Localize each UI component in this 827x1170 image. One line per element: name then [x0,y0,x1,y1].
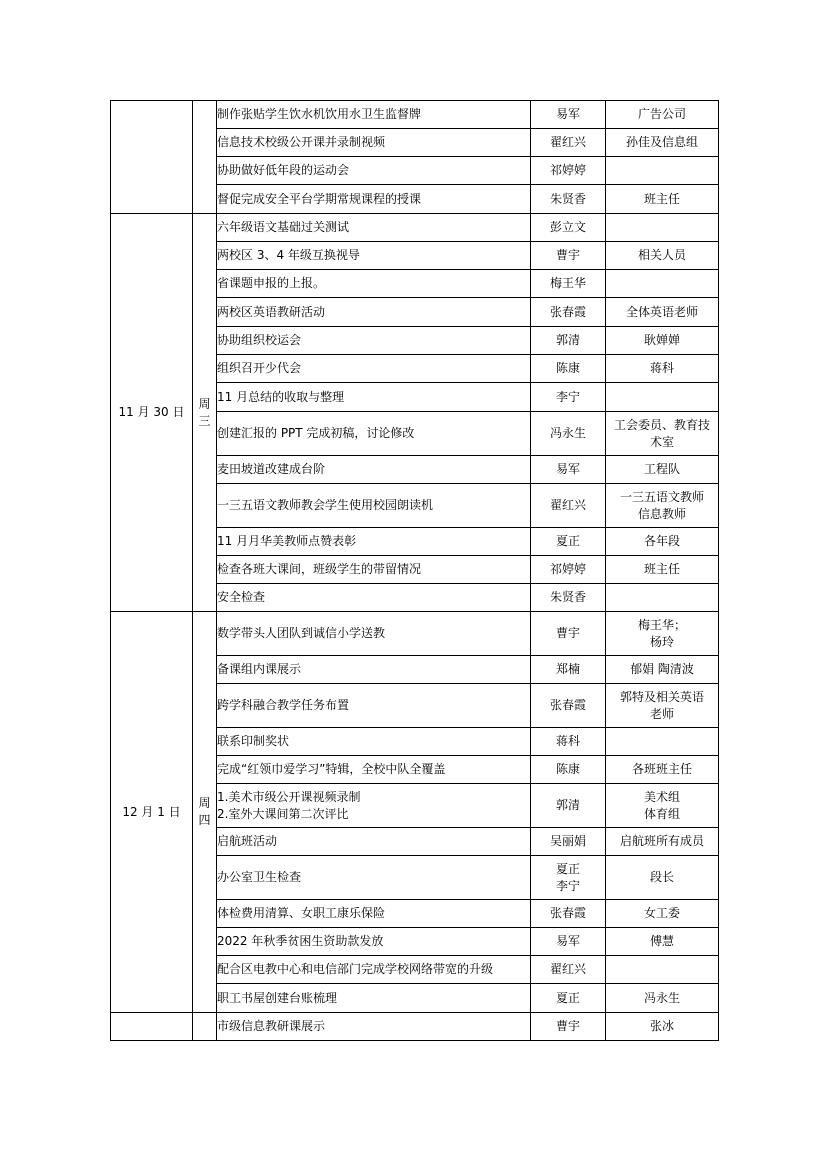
person-cell: 翟红兴 [531,129,606,157]
person-cell: 曹宇 [531,612,606,656]
collaborator-cell: 傅慧 [606,928,719,956]
person-cell: 张春霞 [531,684,606,728]
person-cell: 夏正 [531,984,606,1013]
task-cell: 职工书屋创建台账梳理 [217,984,531,1013]
person-cell: 翟红兴 [531,484,606,528]
person-cell: 蒋科 [531,728,606,756]
task-cell: 信息技术校级公开课并录制视频 [217,129,531,157]
task-cell: 组织召开少代会 [217,355,531,383]
collaborator-cell: 一三五语文教师 信息教师 [606,484,719,528]
collaborator-cell: 班主任 [606,185,719,214]
weekday-cell: 周 四 [193,612,217,1013]
collaborator-cell: 郁娟 陶清波 [606,656,719,684]
task-cell: 六年级语文基础过关测试 [217,214,531,242]
person-cell: 张春霞 [531,900,606,928]
task-cell: 一三五语文教师教会学生使用校园朗读机 [217,484,531,528]
collaborator-cell: 各年段 [606,528,719,556]
collaborator-cell: 张冰 [606,1013,719,1041]
person-cell: 陈康 [531,355,606,383]
collaborator-cell: 耿婵婵 [606,327,719,355]
task-cell: 两校区英语教研活动 [217,298,531,327]
task-cell: 制作张贴学生饮水机饮用水卫生监督牌 [217,101,531,129]
collaborator-cell [606,214,719,242]
collaborator-cell: 冯永生 [606,984,719,1013]
person-cell: 夏正 [531,528,606,556]
person-cell: 易军 [531,101,606,129]
task-cell: 数学带头人团队到诚信小学送教 [217,612,531,656]
task-cell: 检查各班大课间，班级学生的带留情况 [217,556,531,584]
collaborator-cell: 美术组 体育组 [606,784,719,828]
collaborator-cell [606,157,719,185]
task-cell: 配合区电教中心和电信部门完成学校网络带宽的升级 [217,956,531,984]
collaborator-cell: 广告公司 [606,101,719,129]
collaborator-cell: 班主任 [606,556,719,584]
schedule-body [111,101,719,1041]
person-cell: 郭清 [531,327,606,355]
task-cell: 市级信息教研课展示 [217,1013,531,1041]
task-cell: 办公室卫生检查 [217,856,531,900]
task-cell: 备课组内课展示 [217,656,531,684]
task-cell: 完成“红领巾爱学习”特辑，全校中队全覆盖 [217,756,531,784]
person-cell: 易军 [531,928,606,956]
collaborator-cell: 梅王华； 杨玲 [606,612,719,656]
person-cell: 吴丽娟 [531,828,606,856]
weekday-cell [193,101,217,214]
collaborator-cell: 工程队 [606,456,719,484]
collaborator-cell: 各班班主任 [606,756,719,784]
table-row [111,101,719,129]
task-cell: 联系印制奖状 [217,728,531,756]
table-row [111,214,719,242]
table-row [111,612,719,656]
collaborator-cell: 蒋科 [606,355,719,383]
task-cell: 督促完成安全平台学期常规课程的授课 [217,185,531,214]
collaborator-cell: 段长 [606,856,719,900]
task-cell: 2022 年秋季贫困生资助款发放 [217,928,531,956]
task-cell: 创建汇报的 PPT 完成初稿，讨论修改 [217,412,531,456]
task-cell: 省课题申报的上报。 [217,270,531,298]
person-cell: 朱贤香 [531,584,606,612]
person-cell: 张春霞 [531,298,606,327]
person-cell: 郭清 [531,784,606,828]
date-cell: 11 月 30 日 [111,214,193,612]
person-cell: 冯永生 [531,412,606,456]
collaborator-cell [606,270,719,298]
weekday-cell: 周 三 [193,214,217,612]
person-cell: 曹宇 [531,1013,606,1041]
collaborator-cell: 孙佳及信息组 [606,129,719,157]
collaborator-cell: 相关人员 [606,242,719,270]
person-cell: 陈康 [531,756,606,784]
collaborator-cell: 郭特及相关英语 老师 [606,684,719,728]
task-cell: 协助组织校运会 [217,327,531,355]
task-cell: 协助做好低年段的运动会 [217,157,531,185]
person-cell: 夏正 李宁 [531,856,606,900]
date-cell [111,1013,193,1041]
collaborator-cell [606,584,719,612]
collaborator-cell [606,728,719,756]
person-cell: 祁婷婷 [531,157,606,185]
person-cell: 彭立文 [531,214,606,242]
table-row [111,1013,719,1041]
collaborator-cell [606,956,719,984]
person-cell: 易军 [531,456,606,484]
collaborator-cell: 女工委 [606,900,719,928]
collaborator-cell [606,383,719,412]
task-cell: 麦田坡道改建成台阶 [217,456,531,484]
weekday-cell [193,1013,217,1041]
task-cell: 两校区 3、4 年级互换视导 [217,242,531,270]
collaborator-cell: 启航班所有成员 [606,828,719,856]
date-cell: 12 月 1 日 [111,612,193,1013]
task-cell: 安全检查 [217,584,531,612]
schedule-table [110,100,719,1041]
person-cell: 李宁 [531,383,606,412]
person-cell: 郑楠 [531,656,606,684]
task-cell: 跨学科融合教学任务布置 [217,684,531,728]
collaborator-cell: 工会委员、教育技 术室 [606,412,719,456]
task-cell: 体检费用清算、女职工康乐保险 [217,900,531,928]
date-cell [111,101,193,214]
person-cell: 翟红兴 [531,956,606,984]
task-cell: 11 月月华美教师点赞表彰 [217,528,531,556]
person-cell: 梅王华 [531,270,606,298]
task-cell: 1.美术市级公开课视频录制 2.室外大课间第二次评比 [217,784,531,828]
collaborator-cell: 全体英语老师 [606,298,719,327]
person-cell: 朱贤香 [531,185,606,214]
task-cell: 11 月总结的收取与整理 [217,383,531,412]
person-cell: 曹宇 [531,242,606,270]
person-cell: 祁婷婷 [531,556,606,584]
task-cell: 启航班活动 [217,828,531,856]
